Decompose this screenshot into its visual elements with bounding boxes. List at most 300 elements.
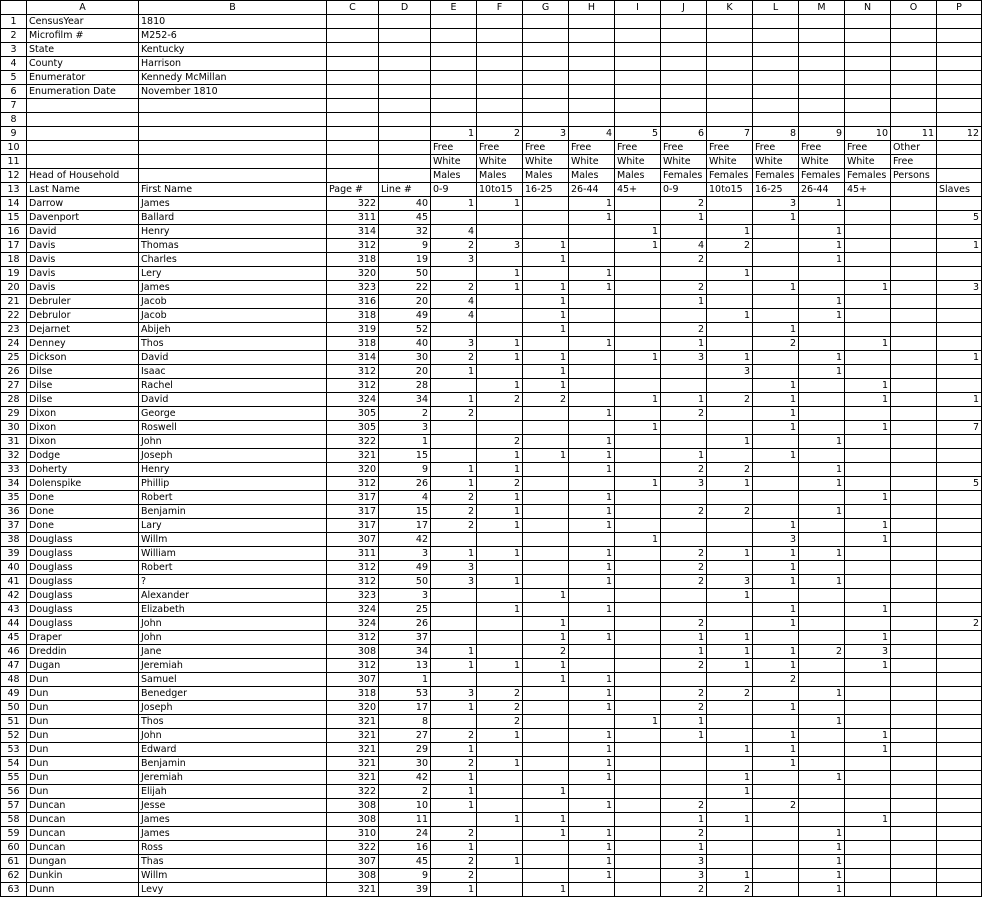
cell[interactable]: 1: [707, 351, 753, 365]
cell[interactable]: 324: [327, 603, 379, 617]
cell[interactable]: [845, 57, 891, 71]
cell[interactable]: [937, 71, 982, 85]
cell[interactable]: [661, 225, 707, 239]
cell[interactable]: [661, 99, 707, 113]
cell[interactable]: [477, 421, 523, 435]
cell[interactable]: [937, 15, 982, 29]
cell[interactable]: David: [139, 393, 327, 407]
cell[interactable]: 9: [799, 127, 845, 141]
cell[interactable]: 1810: [139, 15, 327, 29]
cell[interactable]: [139, 169, 327, 183]
row-header[interactable]: 55: [1, 771, 27, 785]
cell[interactable]: [845, 435, 891, 449]
cell[interactable]: [753, 827, 799, 841]
cell[interactable]: [753, 225, 799, 239]
cell[interactable]: [569, 365, 615, 379]
cell[interactable]: [891, 715, 937, 729]
cell[interactable]: [523, 15, 569, 29]
row-header[interactable]: 29: [1, 407, 27, 421]
cell[interactable]: [937, 813, 982, 827]
cell[interactable]: [937, 631, 982, 645]
cell[interactable]: [523, 771, 569, 785]
cell[interactable]: Jeremiah: [139, 771, 327, 785]
cell[interactable]: 53: [379, 687, 431, 701]
cell[interactable]: [799, 519, 845, 533]
cell[interactable]: [379, 141, 431, 155]
row-header[interactable]: 38: [1, 533, 27, 547]
cell[interactable]: 1: [569, 281, 615, 295]
cell[interactable]: [753, 309, 799, 323]
cell[interactable]: [477, 589, 523, 603]
cell[interactable]: [891, 743, 937, 757]
cell[interactable]: Dodge: [27, 449, 139, 463]
cell[interactable]: [615, 575, 661, 589]
cell[interactable]: 1: [799, 295, 845, 309]
cell[interactable]: 1: [477, 729, 523, 743]
cell[interactable]: 1: [477, 463, 523, 477]
cell[interactable]: [799, 267, 845, 281]
cell[interactable]: John: [139, 617, 327, 631]
cell[interactable]: [615, 15, 661, 29]
cell[interactable]: 317: [327, 505, 379, 519]
cell[interactable]: [615, 855, 661, 869]
cell[interactable]: [523, 267, 569, 281]
cell[interactable]: [569, 351, 615, 365]
cell[interactable]: Other: [891, 141, 937, 155]
cell[interactable]: [891, 85, 937, 99]
cell[interactable]: [661, 57, 707, 71]
cell[interactable]: 1: [937, 351, 982, 365]
cell[interactable]: [615, 701, 661, 715]
cell[interactable]: 2: [707, 883, 753, 897]
cell[interactable]: [937, 533, 982, 547]
cell[interactable]: 1: [661, 295, 707, 309]
cell[interactable]: [327, 155, 379, 169]
cell[interactable]: [891, 71, 937, 85]
cell[interactable]: 30: [379, 757, 431, 771]
cell[interactable]: 2: [661, 561, 707, 575]
cell[interactable]: 2: [753, 673, 799, 687]
cell[interactable]: 1: [569, 855, 615, 869]
cell[interactable]: 1: [379, 673, 431, 687]
cell[interactable]: Dun: [27, 743, 139, 757]
cell[interactable]: Jesse: [139, 799, 327, 813]
cell[interactable]: 1: [523, 379, 569, 393]
cell[interactable]: [615, 267, 661, 281]
cell[interactable]: 4: [661, 239, 707, 253]
cell[interactable]: 1: [615, 239, 661, 253]
cell[interactable]: [799, 15, 845, 29]
cell[interactable]: 1: [799, 547, 845, 561]
cell[interactable]: [327, 15, 379, 29]
row-header[interactable]: 58: [1, 813, 27, 827]
cell[interactable]: Davis: [27, 239, 139, 253]
cell[interactable]: 2: [431, 729, 477, 743]
cell[interactable]: 310: [327, 827, 379, 841]
cell[interactable]: 1: [661, 715, 707, 729]
cell[interactable]: [569, 71, 615, 85]
cell[interactable]: 1: [707, 589, 753, 603]
cell[interactable]: [431, 617, 477, 631]
cell[interactable]: [937, 715, 982, 729]
cell[interactable]: [615, 519, 661, 533]
cell[interactable]: [753, 813, 799, 827]
cell[interactable]: [431, 99, 477, 113]
cell[interactable]: [523, 477, 569, 491]
row-header[interactable]: 4: [1, 57, 27, 71]
cell[interactable]: [379, 43, 431, 57]
cell[interactable]: [937, 365, 982, 379]
cell[interactable]: 1: [431, 799, 477, 813]
row-header[interactable]: 26: [1, 365, 27, 379]
cell[interactable]: 52: [379, 323, 431, 337]
cell[interactable]: [523, 533, 569, 547]
cell[interactable]: [845, 477, 891, 491]
cell[interactable]: Thas: [139, 855, 327, 869]
cell[interactable]: [891, 337, 937, 351]
cell[interactable]: 308: [327, 645, 379, 659]
column-header[interactable]: E: [431, 1, 477, 15]
cell[interactable]: [937, 799, 982, 813]
row-header[interactable]: 37: [1, 519, 27, 533]
cell[interactable]: [615, 757, 661, 771]
cell[interactable]: [477, 533, 523, 547]
cell[interactable]: Last Name: [27, 183, 139, 197]
cell[interactable]: 1: [477, 547, 523, 561]
cell[interactable]: [523, 211, 569, 225]
cell[interactable]: 1: [845, 379, 891, 393]
cell[interactable]: Joseph: [139, 701, 327, 715]
cell[interactable]: 29: [379, 743, 431, 757]
cell[interactable]: [799, 659, 845, 673]
cell[interactable]: 1: [523, 785, 569, 799]
column-header[interactable]: H: [569, 1, 615, 15]
cell[interactable]: 2: [661, 883, 707, 897]
cell[interactable]: 1: [431, 547, 477, 561]
row-header[interactable]: 19: [1, 267, 27, 281]
cell[interactable]: [753, 43, 799, 57]
cell[interactable]: 2: [431, 869, 477, 883]
cell[interactable]: 1: [799, 463, 845, 477]
cell[interactable]: [799, 785, 845, 799]
cell[interactable]: [615, 449, 661, 463]
cell[interactable]: 1: [569, 687, 615, 701]
column-header[interactable]: F: [477, 1, 523, 15]
cell[interactable]: 3: [477, 239, 523, 253]
cell[interactable]: 1: [753, 743, 799, 757]
cell[interactable]: [799, 799, 845, 813]
cell[interactable]: [431, 533, 477, 547]
cell[interactable]: 2: [661, 463, 707, 477]
cell[interactable]: 321: [327, 883, 379, 897]
cell[interactable]: 321: [327, 771, 379, 785]
cell[interactable]: 16-25: [753, 183, 799, 197]
cell[interactable]: [707, 57, 753, 71]
cell[interactable]: 321: [327, 743, 379, 757]
cell[interactable]: [891, 841, 937, 855]
cell[interactable]: [845, 757, 891, 771]
cell[interactable]: [615, 645, 661, 659]
column-header[interactable]: C: [327, 1, 379, 15]
cell[interactable]: 321: [327, 757, 379, 771]
cell[interactable]: 1: [799, 365, 845, 379]
cell[interactable]: [707, 561, 753, 575]
cell[interactable]: 307: [327, 673, 379, 687]
cell[interactable]: Dungan: [27, 855, 139, 869]
cell[interactable]: 2: [753, 799, 799, 813]
cell[interactable]: [799, 701, 845, 715]
cell[interactable]: 1: [431, 771, 477, 785]
cell[interactable]: [615, 113, 661, 127]
row-header[interactable]: 43: [1, 603, 27, 617]
cell[interactable]: 3: [661, 477, 707, 491]
cell[interactable]: [615, 323, 661, 337]
cell[interactable]: Levy: [139, 883, 327, 897]
cell[interactable]: [615, 491, 661, 505]
cell[interactable]: [379, 29, 431, 43]
row-header[interactable]: 56: [1, 785, 27, 799]
cell[interactable]: [845, 323, 891, 337]
cell[interactable]: [477, 785, 523, 799]
cell[interactable]: Dunkin: [27, 869, 139, 883]
cell[interactable]: 1: [569, 701, 615, 715]
cell[interactable]: [937, 491, 982, 505]
cell[interactable]: 45+: [845, 183, 891, 197]
cell[interactable]: [891, 687, 937, 701]
cell[interactable]: [799, 617, 845, 631]
cell[interactable]: 1: [523, 813, 569, 827]
cell[interactable]: 3: [379, 547, 431, 561]
cell[interactable]: 6: [661, 127, 707, 141]
cell[interactable]: [937, 463, 982, 477]
cell[interactable]: [799, 407, 845, 421]
cell[interactable]: [661, 491, 707, 505]
cell[interactable]: [615, 603, 661, 617]
cell[interactable]: 34: [379, 393, 431, 407]
cell[interactable]: 45: [379, 855, 431, 869]
cell[interactable]: [569, 421, 615, 435]
cell[interactable]: 8: [379, 715, 431, 729]
cell[interactable]: [523, 29, 569, 43]
cell[interactable]: [845, 85, 891, 99]
cell[interactable]: 2: [661, 827, 707, 841]
cell[interactable]: 15: [379, 505, 431, 519]
cell[interactable]: 1: [477, 603, 523, 617]
cell[interactable]: [477, 841, 523, 855]
cell[interactable]: [477, 323, 523, 337]
cell[interactable]: 1: [477, 267, 523, 281]
cell[interactable]: Ross: [139, 841, 327, 855]
cell[interactable]: [799, 813, 845, 827]
cell[interactable]: 305: [327, 407, 379, 421]
row-header[interactable]: 46: [1, 645, 27, 659]
column-header[interactable]: N: [845, 1, 891, 15]
cell[interactable]: [615, 813, 661, 827]
cell[interactable]: 2: [523, 393, 569, 407]
cell[interactable]: 1: [569, 673, 615, 687]
cell[interactable]: [615, 785, 661, 799]
cell[interactable]: Done: [27, 505, 139, 519]
cell[interactable]: Done: [27, 491, 139, 505]
cell[interactable]: [891, 463, 937, 477]
cell[interactable]: 320: [327, 267, 379, 281]
cell[interactable]: 1: [569, 631, 615, 645]
cell[interactable]: [327, 127, 379, 141]
cell[interactable]: Jeremiah: [139, 659, 327, 673]
cell[interactable]: [523, 43, 569, 57]
cell[interactable]: Davis: [27, 281, 139, 295]
cell[interactable]: [615, 309, 661, 323]
cell[interactable]: [845, 15, 891, 29]
cell[interactable]: 1: [753, 757, 799, 771]
cell[interactable]: Females: [753, 169, 799, 183]
cell[interactable]: White: [431, 155, 477, 169]
cell[interactable]: [937, 253, 982, 267]
cell[interactable]: 2: [477, 435, 523, 449]
cell[interactable]: 40: [379, 337, 431, 351]
cell[interactable]: [707, 519, 753, 533]
cell[interactable]: [431, 323, 477, 337]
cell[interactable]: [569, 85, 615, 99]
row-header[interactable]: 45: [1, 631, 27, 645]
cell[interactable]: Abijeh: [139, 323, 327, 337]
row-header[interactable]: 22: [1, 309, 27, 323]
cell[interactable]: 1: [477, 855, 523, 869]
cell[interactable]: [477, 57, 523, 71]
cell[interactable]: [845, 309, 891, 323]
cell[interactable]: 1: [845, 813, 891, 827]
cell[interactable]: 1: [799, 225, 845, 239]
cell[interactable]: 1: [569, 575, 615, 589]
cell[interactable]: [937, 757, 982, 771]
cell[interactable]: 20: [379, 295, 431, 309]
cell[interactable]: [615, 99, 661, 113]
cell[interactable]: [569, 29, 615, 43]
cell[interactable]: 1: [615, 225, 661, 239]
row-header[interactable]: 48: [1, 673, 27, 687]
row-header[interactable]: 49: [1, 687, 27, 701]
cell[interactable]: 2: [379, 407, 431, 421]
cell[interactable]: [477, 211, 523, 225]
cell[interactable]: [569, 533, 615, 547]
cell[interactable]: [615, 883, 661, 897]
cell[interactable]: [615, 631, 661, 645]
cell[interactable]: [569, 323, 615, 337]
cell[interactable]: Benjamin: [139, 505, 327, 519]
cell[interactable]: [327, 43, 379, 57]
cell[interactable]: [707, 99, 753, 113]
column-header[interactable]: K: [707, 1, 753, 15]
cell[interactable]: [523, 855, 569, 869]
cell[interactable]: 322: [327, 435, 379, 449]
cell[interactable]: Edward: [139, 743, 327, 757]
cell[interactable]: [523, 729, 569, 743]
cell[interactable]: 1: [799, 687, 845, 701]
cell[interactable]: [937, 449, 982, 463]
cell[interactable]: Alexander: [139, 589, 327, 603]
row-header[interactable]: 20: [1, 281, 27, 295]
cell[interactable]: [431, 589, 477, 603]
cell[interactable]: 1: [569, 267, 615, 281]
cell[interactable]: [569, 43, 615, 57]
cell[interactable]: [477, 407, 523, 421]
cell[interactable]: [799, 561, 845, 575]
cell[interactable]: [891, 309, 937, 323]
cell[interactable]: [661, 29, 707, 43]
cell[interactable]: [845, 673, 891, 687]
cell[interactable]: [327, 85, 379, 99]
cell[interactable]: Duncan: [27, 841, 139, 855]
cell[interactable]: 312: [327, 477, 379, 491]
cell[interactable]: [753, 113, 799, 127]
cell[interactable]: [523, 337, 569, 351]
cell[interactable]: [707, 43, 753, 57]
cell[interactable]: [569, 113, 615, 127]
cell[interactable]: 1: [845, 393, 891, 407]
cell[interactable]: 1: [569, 561, 615, 575]
cell[interactable]: 1: [615, 715, 661, 729]
cell[interactable]: Kennedy McMillan: [139, 71, 327, 85]
cell[interactable]: [799, 29, 845, 43]
cell[interactable]: 2: [431, 351, 477, 365]
cell[interactable]: [379, 127, 431, 141]
row-header[interactable]: 52: [1, 729, 27, 743]
cell[interactable]: 2: [661, 505, 707, 519]
cell[interactable]: [569, 295, 615, 309]
cell[interactable]: 0-9: [431, 183, 477, 197]
cell[interactable]: 1: [431, 841, 477, 855]
cell[interactable]: [891, 575, 937, 589]
cell[interactable]: [707, 715, 753, 729]
cell[interactable]: Free: [523, 141, 569, 155]
cell[interactable]: [799, 729, 845, 743]
cell[interactable]: [379, 99, 431, 113]
cell[interactable]: Page #: [327, 183, 379, 197]
cell[interactable]: [753, 589, 799, 603]
cell[interactable]: [477, 883, 523, 897]
cell[interactable]: [753, 855, 799, 869]
cell[interactable]: [431, 29, 477, 43]
cell[interactable]: 2: [661, 197, 707, 211]
cell[interactable]: [937, 99, 982, 113]
cell[interactable]: 20: [379, 365, 431, 379]
cell[interactable]: Free: [615, 141, 661, 155]
row-header[interactable]: 10: [1, 141, 27, 155]
cell[interactable]: 3: [661, 351, 707, 365]
cell[interactable]: [569, 99, 615, 113]
row-header[interactable]: 1: [1, 15, 27, 29]
cell[interactable]: Dejarnet: [27, 323, 139, 337]
cell[interactable]: 318: [327, 687, 379, 701]
cell[interactable]: [891, 15, 937, 29]
cell[interactable]: 1: [431, 365, 477, 379]
cell[interactable]: [799, 589, 845, 603]
cell[interactable]: [845, 113, 891, 127]
cell[interactable]: [707, 491, 753, 505]
cell[interactable]: [523, 85, 569, 99]
cell[interactable]: [707, 71, 753, 85]
cell[interactable]: [891, 421, 937, 435]
cell[interactable]: 1: [707, 743, 753, 757]
row-header[interactable]: 35: [1, 491, 27, 505]
cell[interactable]: [477, 645, 523, 659]
column-header[interactable]: A: [27, 1, 139, 15]
cell[interactable]: [891, 43, 937, 57]
cell[interactable]: Lary: [139, 519, 327, 533]
cell[interactable]: [615, 211, 661, 225]
cell[interactable]: [523, 491, 569, 505]
cell[interactable]: 32: [379, 225, 431, 239]
